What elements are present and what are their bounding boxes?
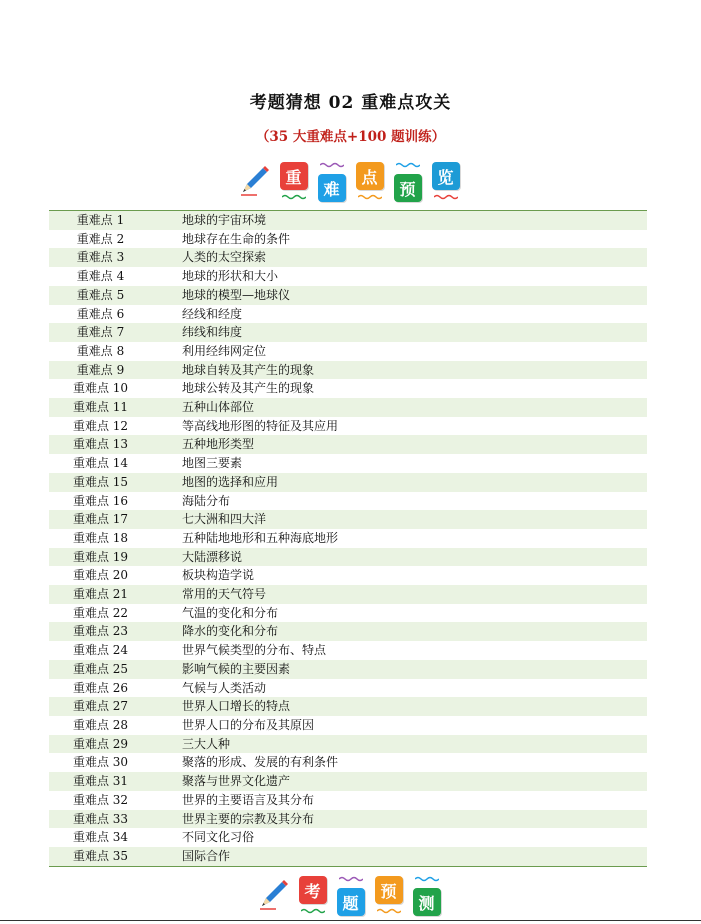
table-row [49, 211, 647, 230]
spacer-cell [152, 791, 182, 810]
spacer-cell [152, 454, 182, 473]
key-points-table [49, 210, 647, 867]
table-row [49, 510, 647, 529]
key-point-topic: 世界的主要语言及其分布 [182, 792, 315, 807]
pencil-icon [256, 878, 290, 912]
key-point-topic: 地图的选择和应用 [182, 473, 647, 492]
key-point-label: 重难点 30 [72, 755, 129, 770]
wave-decoration-icon [415, 876, 439, 882]
table-row [49, 753, 647, 772]
key-point-topic: 气温的变化和分布 [182, 605, 279, 620]
wave-decoration-icon [320, 162, 344, 168]
header-badge-banner [0, 160, 701, 208]
spacer-cell [152, 417, 182, 436]
table-row [49, 716, 647, 735]
spacer-cell [152, 641, 182, 660]
key-point-label: 重难点 27 [49, 697, 152, 716]
key-point-topic: 三大人种 [182, 735, 647, 754]
wave-decoration-icon [282, 194, 306, 200]
table-row [49, 660, 647, 679]
spacer-cell [152, 566, 182, 585]
spacer-cell [152, 529, 182, 548]
key-point-label: 重难点 34 [72, 830, 129, 845]
key-point-topic: 聚落的形成、发展的有利条件 [182, 755, 339, 770]
badge-tile [390, 160, 426, 208]
table-row [49, 454, 647, 473]
table-row [49, 641, 647, 660]
key-point-label: 重难点 25 [49, 660, 152, 679]
key-point-label: 重难点 24 [72, 643, 129, 658]
table-row [49, 342, 647, 361]
key-point-topic: 聚落与世界文化遗产 [182, 772, 647, 791]
table-row [49, 230, 647, 249]
spacer-cell [152, 379, 182, 398]
key-point-label: 重难点 13 [49, 435, 152, 454]
wave-decoration-icon [396, 162, 420, 168]
key-point-topic: 大陆漂移说 [182, 548, 647, 567]
badge-character: 预 [394, 174, 422, 202]
table-row [49, 248, 647, 267]
table-row [49, 847, 647, 866]
spacer-cell [152, 492, 182, 511]
table-row [49, 622, 647, 641]
key-point-label: 重难点 22 [72, 605, 129, 620]
key-point-label: 重难点 15 [49, 473, 152, 492]
spacer-cell [152, 622, 182, 641]
table-row [49, 286, 647, 305]
badge-tile [295, 874, 331, 922]
key-point-topic: 纬线和纬度 [182, 323, 647, 342]
key-point-label: 重难点 7 [49, 323, 152, 342]
table-row [49, 735, 647, 754]
spacer-cell [152, 697, 182, 716]
key-point-label: 重难点 29 [49, 735, 152, 754]
wave-decoration-icon [358, 194, 382, 200]
spacer-cell [152, 585, 182, 604]
key-point-topic: 国际合作 [182, 847, 647, 866]
spacer-cell [152, 398, 182, 417]
spacer-cell [152, 473, 182, 492]
key-point-label: 重难点 35 [49, 847, 152, 866]
table-row [49, 361, 647, 380]
badge-tile [371, 874, 407, 922]
table-row [49, 828, 647, 847]
wave-decoration-icon [377, 908, 401, 914]
key-point-label: 重难点 21 [49, 585, 152, 604]
table-row [49, 323, 647, 342]
key-point-topic: 世界主要的宗教及其分布 [182, 810, 647, 829]
badge-tile [409, 874, 445, 922]
spacer-cell [152, 810, 182, 829]
spacer-cell [152, 248, 182, 267]
key-point-topic: 世界气候类型的分布、特点 [182, 643, 327, 658]
spacer-cell [152, 361, 182, 380]
spacer-cell [152, 230, 182, 249]
key-point-label: 重难点 20 [72, 568, 129, 583]
key-point-topic: 地球存在生命的条件 [182, 231, 291, 246]
badge-character: 难 [318, 174, 346, 202]
table-row [49, 697, 647, 716]
wave-decoration-icon [434, 194, 458, 200]
table-row [49, 492, 647, 511]
key-point-label: 重难点 33 [49, 810, 152, 829]
table-row [49, 791, 647, 810]
key-point-label: 重难点 5 [49, 286, 152, 305]
key-point-label: 重难点 8 [76, 343, 125, 358]
key-point-topic: 世界人口增长的特点 [182, 697, 647, 716]
table-row [49, 398, 647, 417]
wave-decoration-icon [301, 908, 325, 914]
spacer-cell [152, 305, 182, 324]
table-row [49, 417, 647, 436]
key-point-label: 重难点 11 [49, 398, 152, 417]
badge-tile [333, 874, 369, 922]
table-row [49, 566, 647, 585]
key-point-topic: 地球的形状和大小 [182, 269, 279, 284]
key-point-topic: 影响气候的主要因素 [182, 660, 647, 679]
key-point-label: 重难点 1 [49, 211, 152, 230]
key-point-label: 重难点 10 [72, 381, 129, 396]
key-point-topic: 世界人口的分布及其原因 [182, 717, 315, 732]
key-point-topic: 海陆分布 [182, 493, 231, 508]
key-point-label: 重难点 31 [49, 772, 152, 791]
key-point-label: 重难点 14 [72, 456, 129, 471]
key-point-topic: 降水的变化和分布 [182, 622, 647, 641]
wave-decoration-icon [339, 876, 363, 882]
key-point-topic: 地球的模型—地球仪 [182, 286, 647, 305]
pencil-icon [237, 164, 271, 198]
key-point-topic: 常用的天气符号 [182, 585, 647, 604]
key-point-label: 重难点 23 [49, 622, 152, 641]
spacer-cell [152, 753, 182, 772]
key-point-label: 重难点 32 [72, 792, 129, 807]
spacer-cell [152, 286, 182, 305]
key-point-label: 重难点 12 [72, 418, 129, 433]
spacer-cell [152, 510, 182, 529]
key-point-label: 重难点 9 [49, 361, 152, 380]
spacer-cell [152, 548, 182, 567]
badge-character: 测 [413, 888, 441, 916]
key-point-label: 重难点 19 [49, 548, 152, 567]
badge-character: 题 [337, 888, 365, 916]
table-row [49, 379, 647, 398]
spacer-cell [152, 847, 182, 866]
key-point-topic: 等高线地形图的特征及其应用 [182, 418, 339, 433]
key-point-topic: 地球的宇宙环境 [182, 211, 647, 230]
key-point-topic: 地球自转及其产生的现象 [182, 361, 647, 380]
spacer-cell [152, 211, 182, 230]
key-point-topic: 五种地形类型 [182, 435, 647, 454]
key-point-topic: 五种陆地地形和五种海底地形 [182, 530, 339, 545]
key-point-label: 重难点 26 [72, 680, 129, 695]
badge-tile [314, 160, 350, 208]
spacer-cell [152, 435, 182, 454]
key-point-topic: 利用经纬网定位 [182, 343, 267, 358]
spacer-cell [152, 679, 182, 698]
key-point-label: 重难点 4 [76, 269, 125, 284]
badge-character: 考 [299, 876, 327, 904]
badge-character: 览 [432, 162, 460, 190]
key-point-topic: 人类的太空探索 [182, 248, 647, 267]
key-point-label: 重难点 16 [72, 493, 129, 508]
page-title: 考题猜想 02 重难点攻关 [249, 93, 452, 113]
spacer-cell [152, 342, 182, 361]
table-row [49, 810, 647, 829]
key-point-label: 重难点 6 [76, 306, 125, 321]
table-row [49, 604, 647, 623]
badge-tile [276, 160, 312, 208]
footer-badge-banner [0, 874, 701, 922]
key-point-topic: 板块构造学说 [182, 568, 255, 583]
table-row [49, 548, 647, 567]
spacer-cell [152, 772, 182, 791]
key-point-label: 重难点 17 [49, 510, 152, 529]
key-point-label: 重难点 18 [72, 530, 129, 545]
key-point-topic: 地图三要素 [182, 456, 243, 471]
key-point-label: 重难点 28 [72, 717, 129, 732]
key-point-label: 重难点 3 [49, 248, 152, 267]
spacer-cell [152, 323, 182, 342]
spacer-cell [152, 660, 182, 679]
spacer-cell [152, 735, 182, 754]
key-point-label: 重难点 2 [76, 231, 125, 246]
page-bottom-rule [0, 920, 701, 921]
spacer-cell [152, 267, 182, 286]
table-row [49, 772, 647, 791]
badge-character: 预 [375, 876, 403, 904]
key-point-topic: 五种山体部位 [182, 398, 647, 417]
spacer-cell [152, 716, 182, 735]
spacer-cell [152, 828, 182, 847]
badge-tile [352, 160, 388, 208]
key-point-topic: 七大洲和四大洋 [182, 510, 647, 529]
table-row [49, 585, 647, 604]
table-row [49, 305, 647, 324]
table-row [49, 529, 647, 548]
key-point-topic: 不同文化习俗 [182, 830, 255, 845]
key-point-topic: 气候与人类活动 [182, 680, 267, 695]
badge-tile [428, 160, 464, 208]
badge-character: 点 [356, 162, 384, 190]
page-subtitle: （35 大重难点+100 题训练） [255, 129, 446, 145]
key-point-topic: 经线和经度 [182, 306, 243, 321]
badge-character: 重 [280, 162, 308, 190]
table-row [49, 679, 647, 698]
key-point-topic: 地球公转及其产生的现象 [182, 381, 315, 396]
table-row [49, 267, 647, 286]
spacer-cell [152, 604, 182, 623]
table-row [49, 473, 647, 492]
table-row [49, 435, 647, 454]
